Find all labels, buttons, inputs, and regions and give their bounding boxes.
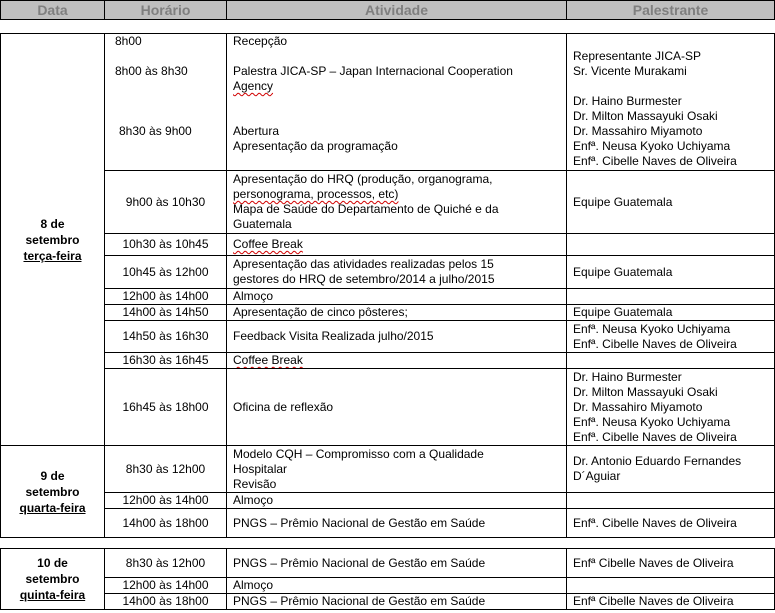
header-activity: Atividade [227, 1, 567, 20]
time-cell: 12h00 às 14h00 [105, 289, 227, 305]
table-row [1, 171, 775, 234]
table-row [1, 34, 775, 171]
table-row [1, 321, 775, 353]
date-cell-day2: 9 de setembro quarta-feira [1, 446, 105, 538]
time-cell: 12h00 às 14h00 [105, 578, 227, 594]
activity-cell: Almoço [227, 289, 567, 305]
time-cell: 8h00 8h00 às 8h30 8h30 às 9h00 [105, 34, 227, 171]
activity-cell: Feedback Visita Realizada julho/2015 [227, 321, 567, 353]
speaker-cell [567, 578, 775, 594]
time-cell: 12h00 às 14h00 [105, 493, 227, 509]
spacer-row [1, 538, 775, 549]
speaker-cell: Equipe Guatemala [567, 171, 775, 234]
speaker-cell: Enfª. Cibelle Naves de Oliveira [567, 509, 775, 538]
header-date: Data [1, 1, 105, 20]
table-row [1, 305, 775, 321]
activity-cell: Apresentação das atividades realizadas pelos 15 gestores do HRQ de setembro/2014 a julho/2015 [227, 256, 567, 289]
speaker-cell: Equipe Guatemala [567, 256, 775, 289]
speaker-cell: Dr. Haino Burmester Dr. Milton Massayuki Osaki Dr. Massahiro Miyamoto Enfª. Neusa Kyoko Uchiyama Enfª. Cibelle Naves de Oliveira [567, 369, 775, 446]
table-row [1, 446, 775, 493]
time-cell: 10h30 às 10h45 [105, 234, 227, 256]
table-row [1, 369, 775, 446]
table-row [1, 289, 775, 305]
time-cell: 8h30 às 12h00 [105, 549, 227, 578]
activity-cell: Apresentação de cinco pôsteres; [227, 305, 567, 321]
activity-cell: Recepção Palestra JICA-SP – Japan Internacional Cooperation Agency Abertura Apresentação da programação [227, 34, 567, 171]
time-cell: 16h45 às 18h00 [105, 369, 227, 446]
speaker-cell [567, 493, 775, 509]
header-speaker: Palestrante [567, 1, 775, 20]
speaker-cell [567, 234, 775, 256]
time-cell: 9h00 às 10h30 [105, 171, 227, 234]
speaker-cell: Enfª Cibelle Naves de Oliveira [567, 594, 775, 610]
spacer-row [1, 20, 775, 34]
time-cell: 14h00 às 14h50 [105, 305, 227, 321]
activity-cell: Coffee Break [227, 234, 567, 256]
table-row [1, 256, 775, 289]
activity-cell: Almoço [227, 578, 567, 594]
table-row [1, 594, 775, 610]
activity-cell: Oficina de reflexão [227, 369, 567, 446]
table-row [1, 234, 775, 256]
speaker-cell: Enfª Cibelle Naves de Oliveira [567, 549, 775, 578]
speaker-cell: Representante JICA-SP Sr. Vicente Murakami Dr. Haino Burmester Dr. Milton Massayuki Osaki Dr. Massahiro Miyamoto Enfª. Neusa Kyoko Uchiyama Enfª. Cibelle Naves de Oliveira [567, 34, 775, 171]
activity-cell: PNGS – Prêmio Nacional de Gestão em Saúde [227, 594, 567, 610]
activity-cell: PNGS – Prêmio Nacional de Gestão em Saúde [227, 549, 567, 578]
activity-cell: PNGS – Prêmio Nacional de Gestão em Saúde [227, 509, 567, 538]
time-cell: 14h00 às 18h00 [105, 594, 227, 610]
table-row [1, 509, 775, 538]
date-cell-day3: 10 de setembro quinta-feira [1, 549, 105, 610]
activity-cell: Apresentação do HRQ (produção, organograma, personograma, processos, etc) Mapa de Saúde do Departamento de Quiché e da Guatemala [227, 171, 567, 234]
header-row [1, 1, 775, 20]
time-cell: 14h50 às 16h30 [105, 321, 227, 353]
activity-cell: Coffee Break [227, 353, 567, 369]
activity-cell: Almoço [227, 493, 567, 509]
table-row [1, 549, 775, 578]
activity-cell: Modelo CQH – Compromisso com a Qualidade Hospitalar Revisão [227, 446, 567, 493]
table-row [1, 493, 775, 509]
time-cell: 8h30 às 12h00 [105, 446, 227, 493]
speaker-cell: Equipe Guatemala [567, 305, 775, 321]
time-cell: 16h30 às 16h45 [105, 353, 227, 369]
speaker-cell [567, 289, 775, 305]
time-cell: 14h00 às 18h00 [105, 509, 227, 538]
table-row [1, 578, 775, 594]
time-cell: 10h45 às 12h00 [105, 256, 227, 289]
speaker-cell: Enfª. Neusa Kyoko Uchiyama Enfª. Cibelle Naves de Oliveira [567, 321, 775, 353]
table-row [1, 353, 775, 369]
date-cell-day1: 8 de setembro terça-feira [1, 34, 105, 446]
speaker-cell: Dr. Antonio Eduardo Fernandes D´Aguiar [567, 446, 775, 493]
header-time: Horário [105, 1, 227, 20]
speaker-cell [567, 353, 775, 369]
